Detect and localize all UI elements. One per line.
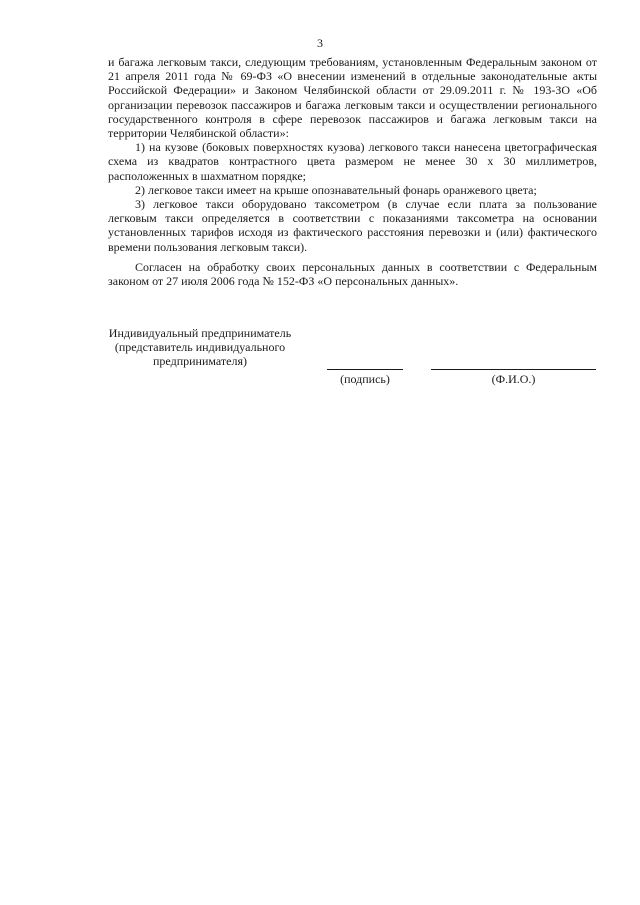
signer-role-line-3: предпринимателя) [153, 354, 247, 369]
signer-role [90, 326, 310, 369]
requirement-item-1: 1) на кузове (боковых поверхностях кузова) легкового такси нанесена цветографическая схема из квадратов контрастного цвета размером не менее 30 х 30 миллиметров, расположенных в шахматном порядке; [108, 140, 597, 183]
intro-paragraph: и багажа легковым такси, следующим требованиям, установленным Федеральным законом от 21 апреля 2011 года № 69-ФЗ «О внесении изменений в отдельные законодательные акты Российской Федерации» и Законом Челябинской области от 29.09.2011 г. № 193-ЗО «Об организации перевозок пассажиров и багажа легковым такси и осуществлении регионального государственного контроля в сфере перевозок пассажиров и багажа легковым такси на территории Челябинской области»: [108, 55, 597, 141]
page-number: 3 [317, 36, 323, 50]
signature-line [327, 369, 403, 370]
requirement-item-2: 2) легковое такси имеет на крыше опознавательный фонарь оранжевого цвета; [135, 182, 537, 197]
signature-caption: (подпись) [340, 372, 390, 386]
full-name-caption: (Ф.И.О.) [491, 372, 536, 386]
signer-role-line-1: Индивидуальный предприниматель [108, 326, 292, 340]
signer-role-line-2: (представитель индивидуального [114, 340, 286, 355]
full-name-line [431, 369, 596, 370]
consent-paragraph: Согласен на обработку своих персональных данных в соответствии с Федеральным законом от 27 июля 2006 года № 152-ФЗ «О персональных данных». [108, 259, 597, 289]
requirement-item-3: 3) легковое такси оборудовано таксометром (в случае если плата за пользование легковым такси определяется в соответствии с показаниями таксометра на основании установленных тарифов исходя из фактического расстояния перевозки и (или) фактического времени пользования легковым такси). [108, 197, 597, 254]
document-body [108, 55, 597, 288]
